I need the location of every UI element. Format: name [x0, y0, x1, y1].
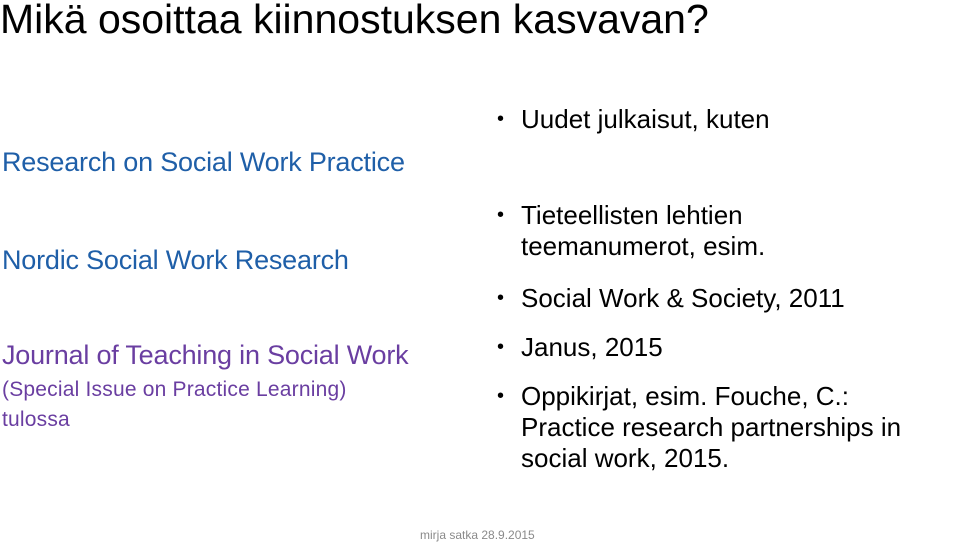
- bullet-icon: •: [497, 204, 505, 226]
- bullet-icon: •: [497, 108, 505, 130]
- bullet-icon: •: [497, 287, 505, 309]
- journal-status: tulossa: [2, 408, 70, 431]
- slide-footer: mirja satka 28.9.2015: [420, 528, 535, 542]
- slide-title: Mikä osoittaa kiinnostuksen kasvavan?: [0, 0, 709, 42]
- bullet-text: Janus, 2015: [521, 332, 663, 362]
- bullet-text: Social Work & Society, 2011: [521, 283, 845, 313]
- bullet-text: Oppikirjat, esim. Fouche, C.: Practice research partnerships in social work, 2015.: [521, 381, 902, 473]
- bullet-icon: •: [497, 385, 505, 407]
- journal-research-on-social-work-practice: Research on Social Work Practice: [2, 147, 405, 177]
- journal-nordic-social-work-research: Nordic Social Work Research: [2, 245, 349, 275]
- journal-teaching-in-social-work: Journal of Teaching in Social Work: [2, 340, 409, 370]
- bullet-text: Uudet julkaisut, kuten: [521, 104, 770, 134]
- bullet-icon: •: [497, 336, 505, 358]
- journal-special-issue-note: (Special Issue on Practice Learning): [2, 378, 347, 401]
- bullet-text: Tieteellisten lehtien teemanumerot, esim.: [521, 200, 766, 261]
